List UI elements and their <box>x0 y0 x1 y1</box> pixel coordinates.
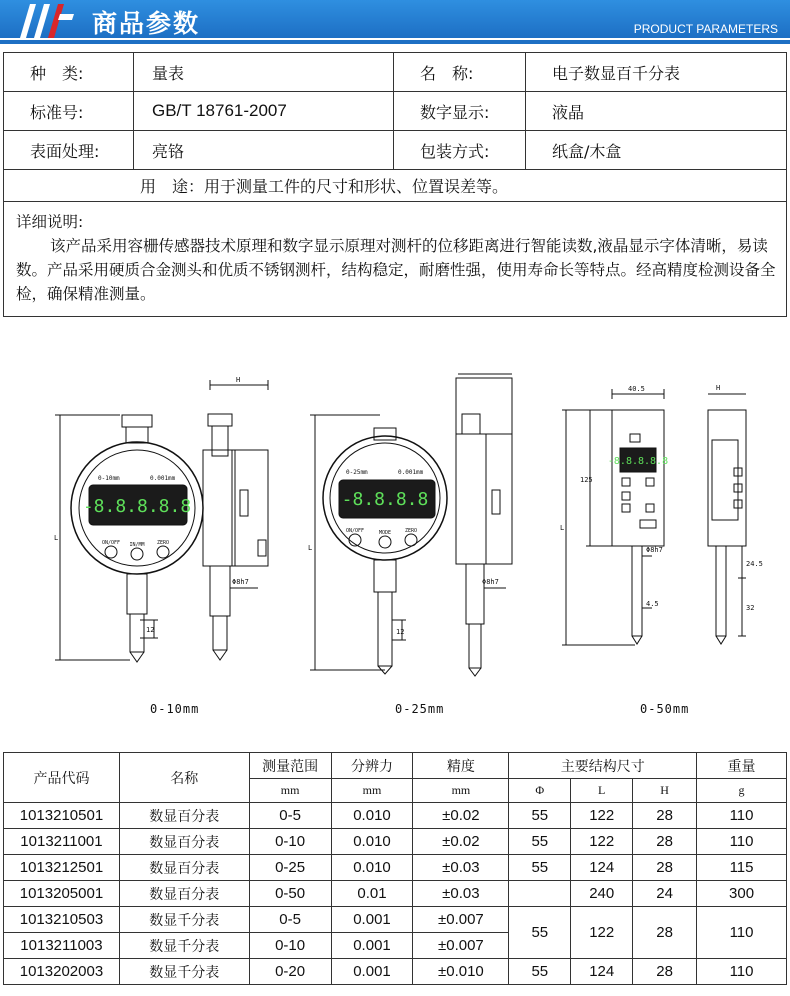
cell-resolution: 0.01 <box>331 881 413 907</box>
cell-accuracy: ±0.007 <box>413 907 509 933</box>
cell-resolution: 0.001 <box>331 959 413 985</box>
table-row <box>4 829 787 855</box>
cell-range: 0-50 <box>249 881 331 907</box>
cell-weight: 115 <box>697 855 787 881</box>
cell-name: 数显百分表 <box>119 881 249 907</box>
unit-resolution: mm <box>331 779 413 803</box>
cell-L: 122 <box>571 907 633 959</box>
usage-row: 用 途：用于测量工件的尺寸和形状、位置误差等。 <box>4 170 786 202</box>
cell-name: 数显百分表 <box>119 855 249 881</box>
header-name: 名称 <box>119 753 249 803</box>
lcd-reading-2: -8.8.8.8 <box>341 489 429 510</box>
cell-accuracy: ±0.010 <box>413 959 509 985</box>
cell-L: 124 <box>571 855 633 881</box>
cell-weight: 300 <box>697 881 787 907</box>
dial-texts <box>83 456 668 548</box>
unit-weight: g <box>697 779 787 803</box>
cell-phi: 55 <box>509 803 571 829</box>
drawing-label-2: 0-25mm <box>395 702 445 716</box>
cell-resolution: 0.001 <box>331 933 413 959</box>
param-value: 电子数显百千分表 <box>552 63 681 83</box>
cell-code: 1013210503 <box>4 907 120 933</box>
cell-H: 28 <box>633 829 697 855</box>
cell-accuracy: ±0.03 <box>413 881 509 907</box>
param-key: 数字显示: <box>394 92 526 130</box>
param-value: 量表 <box>134 53 394 91</box>
dim-label-H1: H <box>236 376 241 384</box>
dim-label-L3: L <box>560 524 565 532</box>
cell-weight: 110 <box>697 907 787 959</box>
param-value: GB/T 18761-2007 <box>134 92 394 130</box>
cell-range: 0-5 <box>249 803 331 829</box>
table-row <box>4 959 787 985</box>
unit-L: L <box>571 779 633 803</box>
page-title: 商品参数 <box>92 9 201 38</box>
dim-label-40: 40.5 <box>628 385 645 393</box>
cell-H: 28 <box>633 803 697 829</box>
lcd-reading-1: -8.8.8.8.8 <box>82 496 192 517</box>
cell-L: 124 <box>571 959 633 985</box>
cell-resolution: 0.010 <box>331 803 413 829</box>
unit-range: mm <box>249 779 331 803</box>
dim-label-12-1: 12 <box>146 626 155 634</box>
cell-range: 0-5 <box>249 907 331 933</box>
dim-label-H3: H <box>716 384 721 392</box>
dim-label-12-2: 12 <box>396 628 405 636</box>
param-value: 亮铬 <box>134 131 394 169</box>
param-key: 标准号: <box>4 92 134 130</box>
cell-name: 数显千分表 <box>119 933 249 959</box>
dial-btn-zero-1: ZERO <box>156 540 170 546</box>
gauge-front-view-2 <box>310 415 447 674</box>
cell-H: 28 <box>633 855 697 881</box>
cell-code: 1013211001 <box>4 829 120 855</box>
param-key: 表面处理: <box>4 131 134 169</box>
dial-btn-mode-2: MODE <box>378 530 392 536</box>
cell-range: 0-20 <box>249 959 331 985</box>
dial-range-2: 0-25mm <box>346 469 368 476</box>
cell-phi: 55 <box>509 829 571 855</box>
dial-btn-onoff-2: ON/OFF <box>345 528 365 534</box>
cell-phi: 55 <box>509 907 571 959</box>
page-subtitle: PRODUCT PARAMETERS <box>633 22 778 36</box>
dim-label-8h7: Φ8h7 <box>646 546 663 554</box>
header-dimensions: 主要结构尺寸 <box>509 753 697 779</box>
param-key: 包装方式: <box>394 131 526 169</box>
brand-logo-icon <box>16 0 76 40</box>
cell-phi <box>509 881 571 907</box>
header-accuracy: 精度 <box>413 753 509 779</box>
dial-btn-zero-2: ZERO <box>404 528 418 534</box>
detail-body: 该产品采用容栅传感器技术原理和数字显示原理对测杆的位移距离进行智能读数,液晶显示字体清晰，易读数。产品采用硬质合金测头和优质不锈钢测杆，结构稳定，耐磨性强，使用寿命长等特点。经高精度检测设备全检，确保精准测量。 <box>16 237 776 303</box>
cell-H: 24 <box>633 881 697 907</box>
dim-label-125: 125 <box>580 476 593 484</box>
dial-btn-onoff-1: ON/OFF <box>101 540 121 546</box>
param-key: 名 称: <box>394 53 526 91</box>
param-row <box>4 131 786 170</box>
cell-L: 122 <box>571 829 633 855</box>
param-key: 种 类: <box>4 53 134 91</box>
cell-name: 数显千分表 <box>119 907 249 933</box>
banner-underline <box>0 40 790 44</box>
dim-label-24: 24.5 <box>746 560 763 568</box>
dial-range-1: 0-10mm <box>98 475 120 482</box>
cell-weight: 110 <box>697 829 787 855</box>
cell-code: 1013210501 <box>4 803 120 829</box>
dim-label-32: 32 <box>746 604 755 612</box>
param-row <box>4 53 786 92</box>
unit-H: H <box>633 779 697 803</box>
param-row <box>4 92 786 131</box>
header-weight: 重量 <box>697 753 787 779</box>
drawing-label-3: 0-50mm <box>640 702 690 716</box>
unit-accuracy: mm <box>413 779 509 803</box>
table-row <box>4 803 787 829</box>
cell-accuracy: ±0.03 <box>413 855 509 881</box>
cell-code: 1013211003 <box>4 933 120 959</box>
cell-weight: 110 <box>697 803 787 829</box>
dial-res-1: 0.001mm <box>150 475 176 482</box>
gauge-side-view-2 <box>456 374 512 676</box>
unit-phi: Φ <box>509 779 571 803</box>
technical-drawings <box>0 370 790 730</box>
cell-resolution: 0.010 <box>331 829 413 855</box>
spec-table <box>3 752 787 985</box>
cell-L: 122 <box>571 803 633 829</box>
cell-range: 0-10 <box>249 829 331 855</box>
dim-label-L2: L <box>308 544 313 552</box>
cell-name: 数显千分表 <box>119 959 249 985</box>
cell-phi: 55 <box>509 855 571 881</box>
drawing-label-1: 0-10mm <box>150 702 200 716</box>
lcd-reading-3: -8.8.8.8.8 <box>607 456 669 467</box>
cell-phi: 55 <box>509 959 571 985</box>
cell-name: 数显百分表 <box>119 803 249 829</box>
param-value: 液晶 <box>552 102 585 122</box>
cell-code: 1013205001 <box>4 881 120 907</box>
cell-code: 1013212501 <box>4 855 120 881</box>
cell-range: 0-10 <box>249 933 331 959</box>
cell-H: 28 <box>633 959 697 985</box>
header-resolution: 分辨力 <box>331 753 413 779</box>
detail-section <box>4 202 786 316</box>
cell-resolution: 0.001 <box>331 907 413 933</box>
gauge-side-view-3 <box>708 394 746 644</box>
cell-accuracy: ±0.02 <box>413 829 509 855</box>
header-range: 测量范围 <box>249 753 331 779</box>
dim-label-phi2: Φ8h7 <box>482 578 499 586</box>
header-code: 产品代码 <box>4 753 120 803</box>
parameter-table <box>3 52 787 317</box>
param-value: 纸盒/木盒 <box>552 141 622 161</box>
dial-res-2: 0.001mm <box>398 469 424 476</box>
dial-btn-mode-1: IN/MM <box>129 542 145 548</box>
cell-accuracy: ±0.02 <box>413 803 509 829</box>
table-row <box>4 881 787 907</box>
gauge-side-view-1 <box>203 380 268 660</box>
dim-label-phi1: Φ8h7 <box>232 578 249 586</box>
cell-resolution: 0.010 <box>331 855 413 881</box>
detail-title: 详细说明: <box>16 213 84 231</box>
cell-L: 240 <box>571 881 633 907</box>
cell-H: 28 <box>633 907 697 959</box>
drawing-canvas <box>0 370 790 730</box>
cell-weight: 110 <box>697 959 787 985</box>
cell-accuracy: ±0.007 <box>413 933 509 959</box>
dim-label-4-5: 4.5 <box>646 600 659 608</box>
cell-code: 1013202003 <box>4 959 120 985</box>
gauge-front-view-1 <box>55 415 203 662</box>
table-row <box>4 855 787 881</box>
dim-label-L1: L <box>54 534 59 542</box>
table-row <box>4 907 787 933</box>
cell-range: 0-25 <box>249 855 331 881</box>
cell-name: 数显百分表 <box>119 829 249 855</box>
header-banner <box>0 0 790 48</box>
